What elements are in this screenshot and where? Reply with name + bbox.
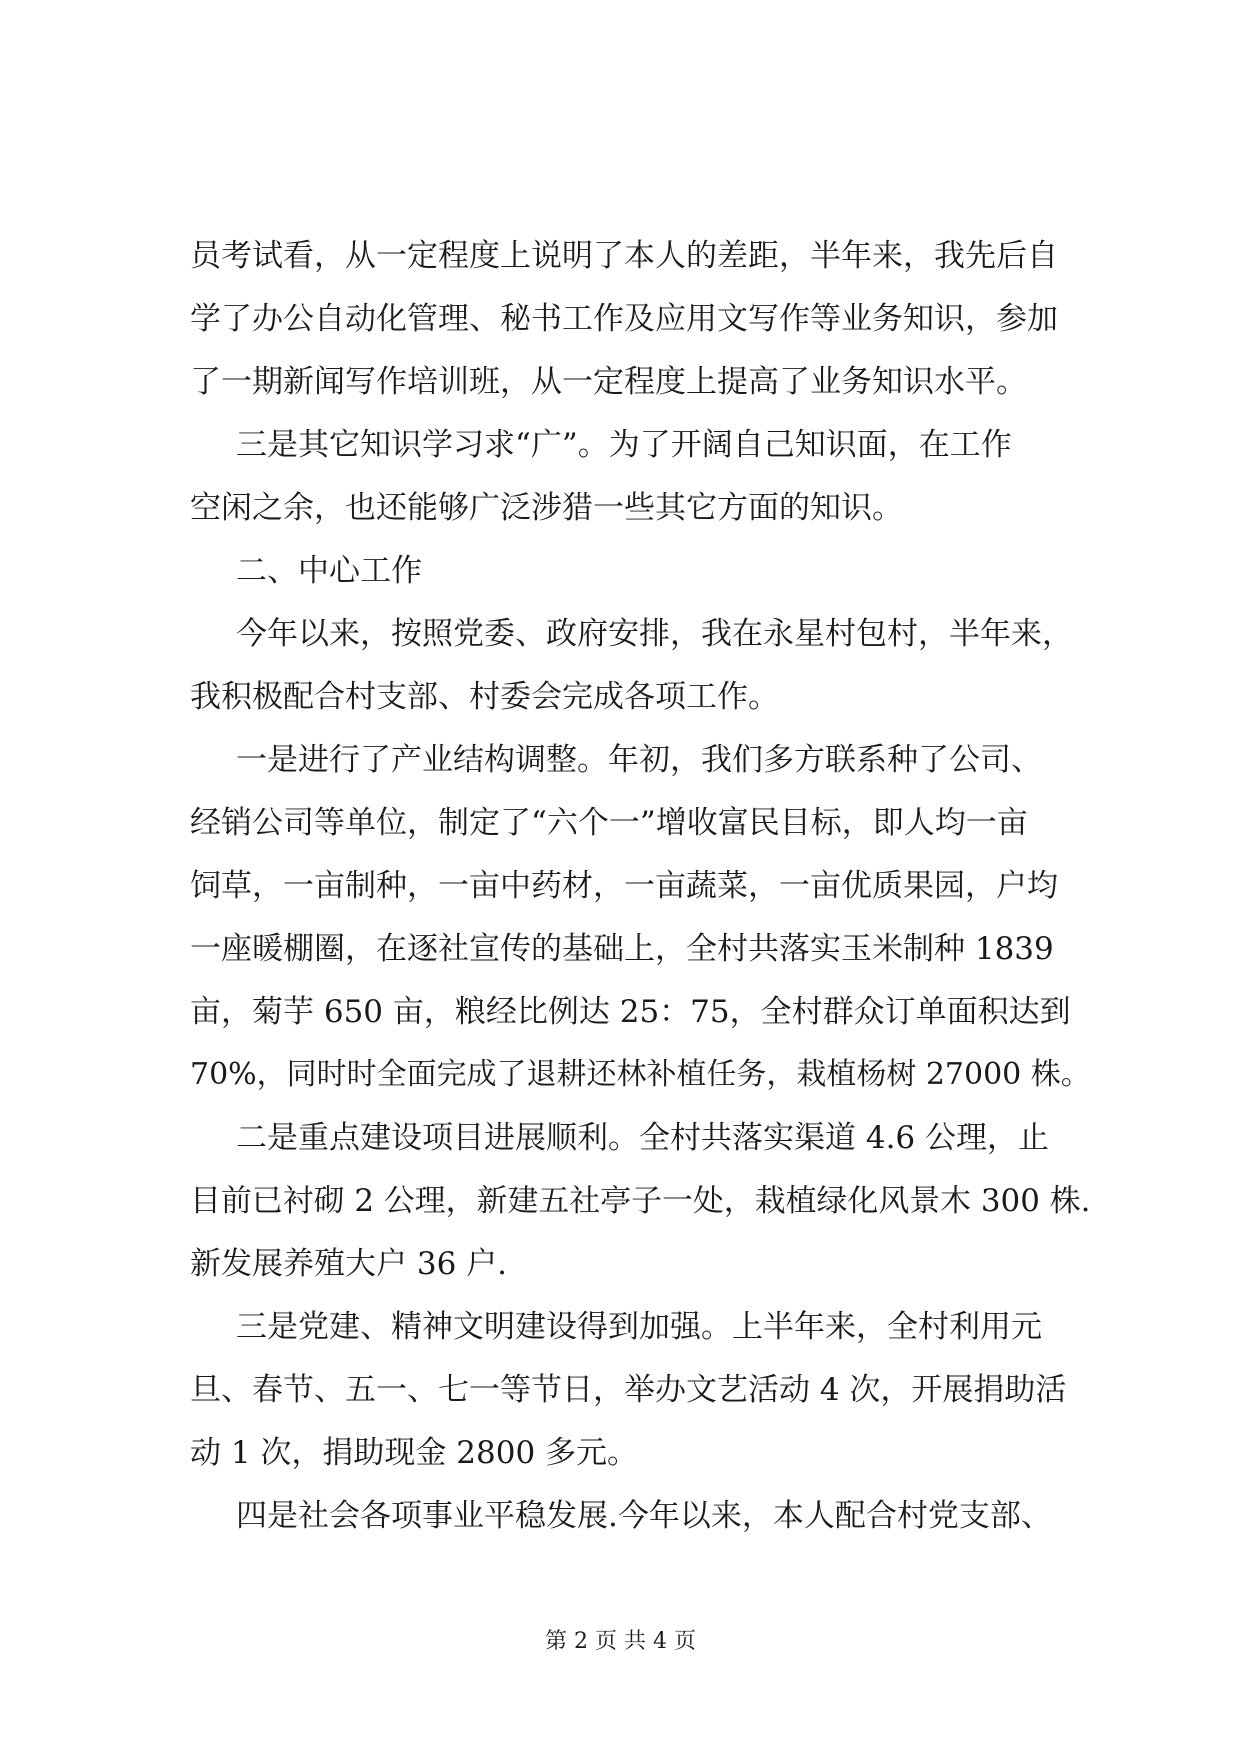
body-line-14: 70%，同时时全面完成了退耕还林补植任务，栽植杨树 27000 株。 [190,1057,1091,1092]
body-line-18: 三是党建、精神文明建设得到加强。上半年来，全村利用元 [236,1309,1042,1345]
body-line-10: 经销公司等单位，制定了“六个一”增收富民目标，即人均一亩 [190,805,1028,841]
body-line-5: 空闲之余，也还能够广泛涉猎一些其它方面的知识。 [190,490,903,526]
body-line-17: 新发展养殖大户 36 户. [190,1246,508,1282]
body-line-11: 饲草，一亩制种，一亩中药材，一亩蔬菜，一亩优质果园，户均 [190,868,1058,904]
body-line-12: 一座暖棚圈，在逐社宣传的基础上，全村共落实玉米制种 1839 [190,931,1054,967]
body-line-16: 目前已衬砌 2 公理，新建五社亭子一处，栽植绿化风景木 300 株. [190,1183,1091,1219]
page-number-footer: 第 2 页 共 4 页 [545,1629,696,1654]
body-line-3: 了一期新闻写作培训班，从一定程度上提高了业务知识水平。 [190,364,1027,400]
section-heading: 二、中心工作 [236,553,422,589]
body-line-2: 学了办公自动化管理、秘书工作及应用文写作等业务知识，参加 [190,301,1058,337]
body-line-9: 一是进行了产业结构调整。年初，我们多方联系种了公司、 [236,742,1042,778]
body-line-13: 亩，菊芋 650 亩，粮经比例达 25：75，全村群众订单面积达到 [190,994,1071,1030]
body-line-19: 旦、春节、五一、七一等节日，举办文艺活动 4 次，开展捐助活 [190,1372,1067,1408]
body-line-8: 我积极配合村支部、村委会完成各项工作。 [190,679,779,715]
body-line-20: 动 1 次，捐助现金 2800 多元。 [190,1435,639,1471]
body-line-1: 员考试看，从一定程度上说明了本人的差距，半年来，我先后自 [190,238,1058,274]
body-line-21: 四是社会各项事业平稳发展.今年以来，本人配合村党支部、 [236,1498,1052,1534]
body-line-4: 三是其它知识学习求“广”。为了开阔自己知识面，在工作 [236,427,1012,463]
body-line-15: 二是重点建设项目进展顺利。全村共落实渠道 4.6 公理，止 [236,1120,1050,1156]
body-line-7: 今年以来，按照党委、政府安排，我在永星村包村，半年来， [236,616,1073,652]
